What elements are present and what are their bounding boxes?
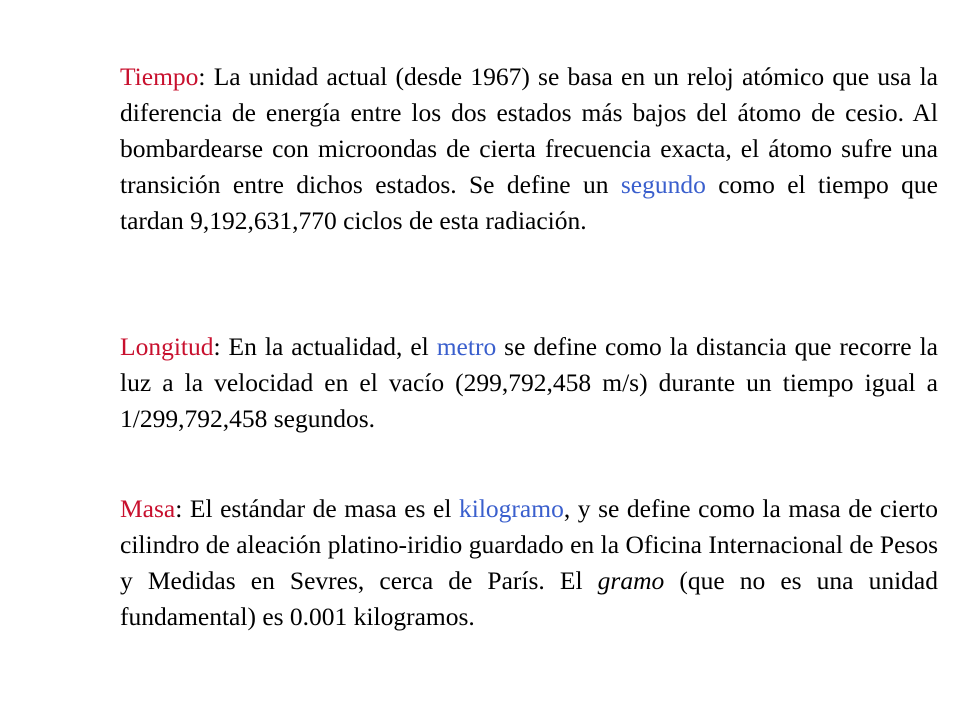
colon-longitud: : <box>213 332 221 361</box>
unit-kilogramo: kilogramo <box>459 494 564 523</box>
text-masa-part-1: El estándar de masa es el <box>182 494 459 523</box>
text-tiempo-part-2: como el tiempo que tardan 9,192,631,770 ciclos de esta radiación. <box>120 170 938 235</box>
unit-segundo: segundo <box>620 170 706 199</box>
italic-gramo: gramo <box>597 566 665 595</box>
text-masa-part-3: (que no es una unidad fundamental) es 0.001 kilogramos. <box>120 566 938 631</box>
paragraph-longitud <box>120 329 938 437</box>
term-tiempo: Tiempo <box>120 62 199 91</box>
colon-masa: : <box>175 494 183 523</box>
colon-tiempo: : <box>198 62 206 91</box>
text-longitud-part-1: En la actualidad, el <box>220 332 437 361</box>
paragraph-tiempo <box>120 59 938 239</box>
unit-metro: metro <box>436 332 497 361</box>
text-masa-part-2: , y se define como la masa de cierto cilindro de aleación platino-iridio guardado en la Oficina Internacional de Pesos y Medidas en Sevres, cerca de París. El <box>120 494 938 595</box>
term-masa: Masa <box>120 494 176 523</box>
term-longitud: Longitud <box>120 332 214 361</box>
paragraph-masa <box>120 491 938 635</box>
text-tiempo-part-1: La unidad actual (desde 1967) se basa en un reloj atómico que usa la diferencia de energía entre los dos estados más bajos del átomo de cesio. Al bombardearse con microondas de cierta frecuencia exacta, el átomo sufre una transición entre dichos estados. Se define un <box>120 62 938 199</box>
text-longitud-part-2: se define como la distancia que recorre la luz a la velocidad en el vacío (299,792,458 m/s) durante un tiempo igual a 1/299,792,458 segundos. <box>120 332 938 433</box>
